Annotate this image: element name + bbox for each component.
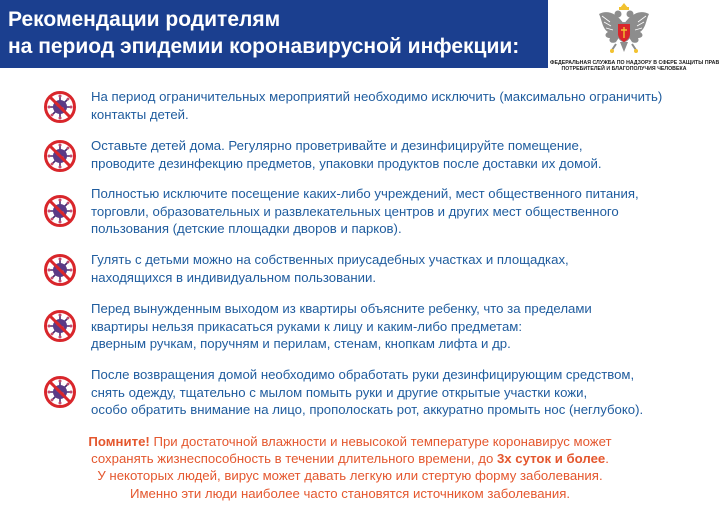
agency-name-line-2: ПОТРЕБИТЕЛЕЙ И БЛАГОПОЛУЧИЯ ЧЕЛОВЕКА (561, 66, 687, 73)
no-virus-icon (43, 90, 77, 124)
note-line-1 (0, 433, 700, 450)
recommendation-text (91, 137, 691, 172)
no-virus-icon (43, 253, 77, 287)
note-line-4: Именно эти люди наиболее часто становятся источником заболевания. (129, 485, 571, 501)
coat-of-arms-icon (596, 2, 652, 60)
text-line: На период ограничительных мероприятий необходимо исключить (максимально ограничить) (91, 89, 663, 104)
text-line: особо обратить внимание на лицо, прополоскать рот, аккуратно промыть нос (неглубоко). (91, 402, 644, 417)
text-line: дверным ручкам, поручням и перилам, стенам, кнопкам лифта и др. (91, 336, 511, 351)
no-virus-icon (43, 375, 77, 409)
text-line: снять одежду, тщательно с мылом помыть руки и другие открытые участки кожи, (91, 384, 588, 400)
page-title-line-2: на период эпидемии коронавирусной инфекции: (8, 35, 520, 58)
text-line: торговли, образовательных и развлекательных центров и других мест общественного (91, 203, 619, 219)
text-line: находящихся в индивидуальном пользовании. (91, 269, 376, 285)
text-line: Полностью исключите посещение каких-либо учреждений, мест общественного питания, (91, 186, 639, 201)
agency-logo (550, 2, 719, 80)
note-text: . (605, 451, 609, 467)
recommendation-text (91, 300, 691, 353)
note-line-3: У некоторых людей, вирус может давать легкую или стертую форму заболевания. (97, 468, 603, 484)
note-text: сохранять жизнеспособность в течении длительного времени, до (91, 451, 497, 467)
note-text: При достаточной влажности и невысокой температуре коронавирус может (149, 434, 612, 449)
page-title-line-1: Рекомендации родителям (8, 8, 281, 31)
text-line: После возвращения домой необходимо обработать руки дезинфицирующим средством, (91, 367, 635, 382)
no-virus-icon (43, 194, 77, 228)
no-virus-icon (43, 309, 77, 343)
agency-name (550, 60, 719, 73)
recommendation-text (91, 251, 691, 286)
text-line: квартиры нельзя прикасаться руками к лицу и каким-либо предметам: (91, 318, 523, 334)
note-emphasis: 3х суток и более (496, 451, 606, 467)
header-banner (0, 0, 548, 68)
text-line: Оставьте детей дома. Регулярно проветривайте и дезинфицируйте помещение, (91, 138, 583, 153)
text-line: пользования (детские площадки дворов и парков). (91, 221, 402, 236)
recommendation-text (91, 88, 691, 123)
text-line: Перед вынужденным выходом из квартиры объясните ребенку, что за пределами (91, 301, 592, 316)
note-lead: Помните! (88, 434, 150, 449)
recommendation-text (91, 185, 691, 238)
recommendation-text (91, 366, 691, 419)
agency-name-line-1: ФЕДЕРАЛЬНАЯ СЛУЖБА ПО НАДЗОРУ В СФЕРЕ ЗАЩИТЫ ПРАВ (550, 60, 719, 66)
note-line-2 (0, 450, 700, 467)
warning-note (0, 433, 700, 502)
text-line: проводите дезинфекцию предметов, упаковки продуктов после доставки их домой. (91, 155, 602, 171)
text-line: контакты детей. (91, 106, 189, 122)
no-virus-icon (43, 139, 77, 173)
text-line: Гулять с детьми можно на собственных приусадебных участках и площадках, (91, 252, 569, 267)
